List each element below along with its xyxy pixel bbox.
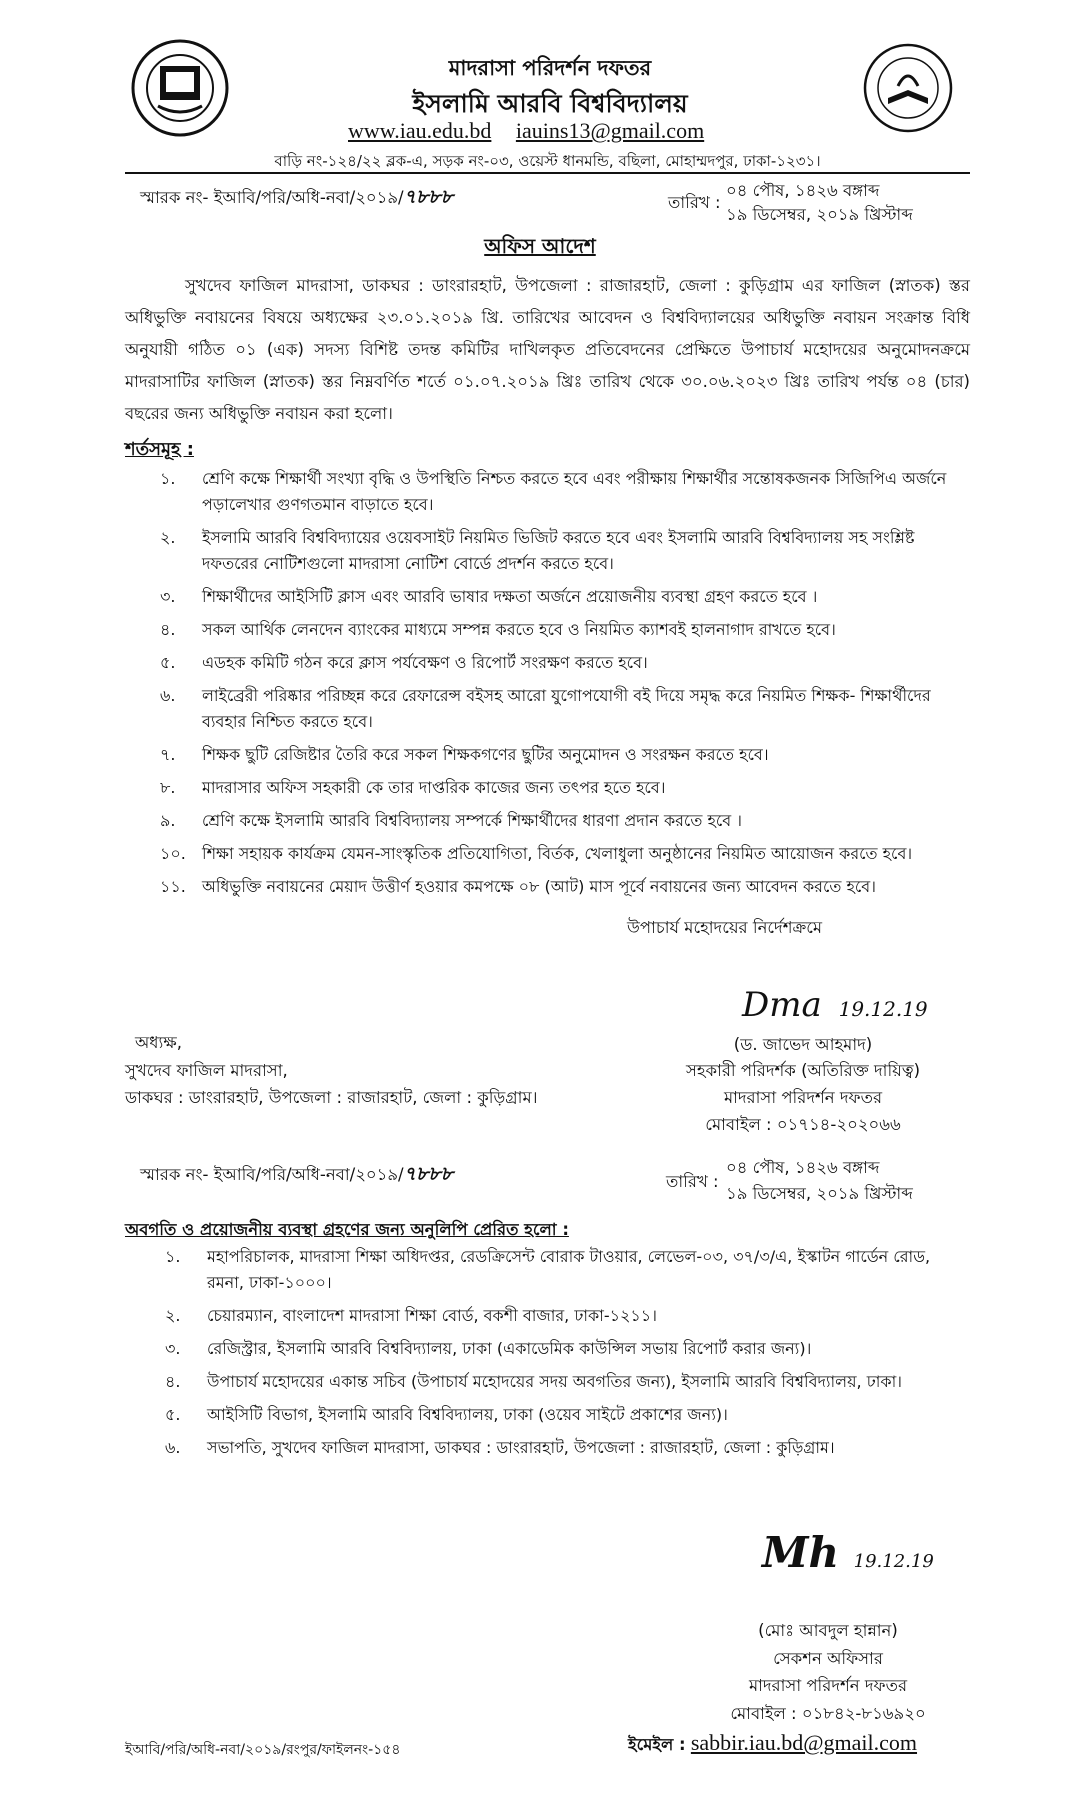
memo-2-date-label: তারিখ : [666, 1172, 719, 1191]
condition-item-number: ৬. [160, 686, 176, 705]
copy-item-text: উপাচার্য মহোদয়ের একান্ত সচিব (উপাচার্য মহোদয়ের সদয় অবগতির জন্য), ইসলামি আরবি বিশ্ববিদ্যালয়, ঢাকা। [207, 1372, 902, 1391]
conditions-list [160, 466, 970, 907]
signer-2-email-link[interactable]: sabbir.iau.bd@gmail.com [690, 1730, 918, 1755]
memo-date-label: তারিখ : [668, 193, 721, 212]
copy-item [165, 1435, 970, 1461]
condition-item-number: ৫. [160, 653, 176, 672]
footer-file-ref: ইআবি/পরি/অধি-নবা/২০১৯/রংপুর/ফাইলনং-১৫৪ [125, 1742, 401, 1758]
website-link[interactable]: www.iau.edu.bd [348, 118, 492, 143]
signer-2-office: মাদরাসা পরিদর্শন দফতর [748, 1676, 908, 1695]
condition-item [160, 525, 970, 577]
condition-item [160, 742, 970, 768]
condition-item [160, 683, 970, 735]
signer-1-mobile: মোবাইল : ০১৭১৪-২০২০৬৬ [705, 1115, 901, 1134]
memo-ref-number: ৭৮৮৮ [403, 186, 453, 208]
condition-item [160, 841, 970, 867]
condition-item-text: লাইব্রেরী পরিষ্কার পরিচ্ছন্ন করে রেফারেন্স বইসহ আরো যুগোপযোগী বই দিয়ে সমৃদ্ধ করে নিয়মিত শিক্ষক- শিক্ষার্থীদের ব্যবহার নিশ্চিত করতে হবে। [202, 686, 931, 731]
page-title: অফিস আদেশ [484, 234, 596, 258]
condition-item [160, 617, 970, 643]
condition-item-number: ৯. [160, 811, 176, 830]
copy-item-number: ১. [165, 1247, 181, 1266]
signature-1: Dma 19.12.19 [742, 985, 928, 1025]
condition-item-number: ৩. [160, 587, 176, 606]
directive-line: উপাচার্য মহোদয়ের নির্দেশক্রমে [627, 918, 823, 937]
condition-item [160, 650, 970, 676]
university-logo [130, 38, 230, 138]
copy-item-number: ২. [165, 1306, 181, 1325]
signer-2-mobile: মোবাইল : ০১৮৪২-৮১৬৯২০ [730, 1704, 926, 1723]
copy-item [165, 1336, 970, 1362]
copy-item [165, 1369, 970, 1395]
copy-item-number: ৬. [165, 1438, 181, 1457]
conditions-heading: শর্তসমূহ : [125, 439, 194, 460]
copy-item [165, 1303, 970, 1329]
address-line: বাড়ি নং-১২৪/২২ ব্লক-এ, সড়ক নং-০৩, ওয়েস্ট ধানমন্ডি, বছিলা, মোহাম্মদপুর, ঢাকা-১২৩১। [274, 152, 821, 170]
condition-item-text: শ্রেণি কক্ষে ইসলামি আরবি বিশ্ববিদ্যালয় সম্পর্কে শিক্ষার্থীদের ধারণা প্রদান করতে হবে । [202, 811, 743, 830]
copy-item-text: সভাপতি, সুখদেব ফাজিল মাদরাসা, ডাকঘর : ডাংরারহাট, উপজেলা : রাজারহাট, জেলা : কুড়িগ্রাম। [207, 1438, 835, 1457]
condition-item-text: অধিভুক্তি নবায়নের মেয়াদ উত্তীর্ণ হওয়ার কমপক্ষে ০৮ (আট) মাস পূর্বে নবায়নের জন্য আবেদন করতে হবে। [202, 877, 876, 896]
email-link[interactable]: iauins13@gmail.com [515, 118, 705, 143]
office-name: মাদরাসা পরিদর্শন দফতর [448, 56, 652, 80]
memo-date-gregorian: ১৯ ডিসেম্বর, ২০১৯ খ্রিস্টাব্দ [726, 205, 913, 224]
condition-item-text: শিক্ষার্থীদের আইসিটি ক্লাস এবং আরবি ভাষার দক্ষতা অর্জনে প্রয়োজনীয় ব্যবস্থা গ্রহণ করতে হবে । [202, 587, 818, 606]
recipient-line-1: অধ্যক্ষ, [135, 1033, 182, 1052]
memo-ref-2: স্মারক নং- ইআবি/পরি/অধি-নবা/২০১৯/৭৮৮৮ [140, 1163, 453, 1185]
memo-date-bangla: ০৪ পৌষ, ১৪২৬ বঙ্গাব্দ [726, 181, 880, 200]
signer-2-name: (মোঃ আবদুল হান্নান) [758, 1621, 898, 1640]
signer-1-title: সহকারী পরিদর্শক (অতিরিক্ত দায়িত্ব) [685, 1061, 921, 1080]
condition-item [160, 466, 970, 518]
condition-item-number: ৭. [160, 745, 176, 764]
signature-2: Mh 19.12.19 [762, 1528, 934, 1577]
condition-item-text: ইসলামি আরবি বিশ্ববিদ্যায়ের ওয়েবসাইট নিয়মিত ভিজিট করতে হবে এবং ইসলামি আরবি বিশ্ববিদ্যালয় সহ সংশ্লিষ্ট দফতরের নোটিশগুলো মাদরাসা নোটিশ বোর্ডে প্রদর্শন করতে হবে। [202, 528, 915, 573]
copy-item [165, 1402, 970, 1428]
condition-item [160, 808, 970, 834]
body-paragraph: সুখদেব ফাজিল মাদরাসা, ডাকঘর : ডাংরারহাট, উপজেলা : রাজারহাট, জেলা : কুড়িগ্রাম এর ফাজিল (স্নাতক) স্তর অধিভুক্তি নবায়নের বিষয়ে অধ্যক্ষের ২৩.০১.২০১৯ খ্রি. তারিখের আবেদন ও বিশ্ববিদ্যালয়ের অধিভুক্তি নবায়ন সংক্রান্ত বিধি অনুযায়ী গঠিত ০১ (এক) সদস্য বিশিষ্ট তদন্ত কমিটির দাখিলকৃত প্রতিবেদনের প্রেক্ষিতে উপাচার্য মহোদয়ের অনুমোদনক্রমে মাদরাসাটির ফাজিল (স্নাতক) স্তর নিম্নবর্ণিত শর্তে ০১.০৭.২০১৯ খ্রিঃ তারিখ থেকে ৩০.০৬.২০২৩ খ্রিঃ তারিখ পর্যন্ত ০৪ (চার) বছরের জন্য অধিভুক্তি নবায়ন করা হলো। [125, 276, 970, 423]
copy-item-text: রেজিস্ট্রার, ইসলামি আরবি বিশ্ববিদ্যালয়, ঢাকা (একাডেমিক কাউন্সিল সভায় রিপোর্ট করার জন্য)। [207, 1339, 812, 1358]
university-name: ইসলামি আরবি বিশ্ববিদ্যালয় [412, 89, 688, 118]
memo-ref-2-number: ৭৮৮৮ [403, 1163, 453, 1185]
copy-item-text: চেয়ারম্যান, বাংলাদেশ মাদরাসা শিক্ষা বোর্ড, বকশী বাজার, ঢাকা-১২১১। [207, 1306, 657, 1325]
signer-2-email: ইমেইল : sabbir.iau.bd@gmail.com [628, 1730, 918, 1755]
recipient-line-2: সুখদেব ফাজিল মাদরাসা, [125, 1061, 288, 1080]
condition-item-text: শ্রেণি কক্ষে শিক্ষার্থী সংখ্যা বৃদ্ধি ও উপস্থিতি নিশ্চত করতে হবে এবং পরীক্ষায় শিক্ষার্থীর সন্তোষকজনক সিজিপিএ অর্জনে পড়ালেখার গুণগতমান বাড়াতে হবে। [202, 469, 947, 514]
condition-item [160, 874, 970, 900]
condition-item [160, 775, 970, 801]
memo-2-date-gregorian: ১৯ ডিসেম্বর, ২০১৯ খ্রিস্টাব্দ [726, 1184, 913, 1203]
memo-ref: স্মারক নং- ইআবি/পরি/অধি-নবা/২০১৯/৭৮৮৮ [140, 186, 453, 208]
condition-item [160, 584, 970, 610]
copy-item [165, 1244, 970, 1296]
mujib-year-logo [862, 42, 954, 134]
signature-1-date: 19.12.19 [838, 997, 928, 1021]
condition-item-text: এডহক কমিটি গঠন করে ক্লাস পর্যবেক্ষণ ও রিপোর্ট সংরক্ষণ করতে হবে। [202, 653, 648, 672]
condition-item-text: শিক্ষক ছুটি রেজিষ্টার তৈরি করে সকল শিক্ষকগণের ছুটির অনুমোদন ও সংরক্ষন করতে হবে। [202, 745, 769, 764]
condition-item-number: ১. [160, 469, 176, 488]
condition-item-number: ৮. [160, 778, 176, 797]
copy-item-text: মহাপরিচালক, মাদরাসা শিক্ষা অধিদপ্তর, রেডক্রিসেন্ট বোরাক টাওয়ার, লেভেল-০৩, ৩৭/৩/এ, ইস্কাটন গার্ডেন রোড, রমনা, ঢাকা-১০০০। [207, 1247, 931, 1292]
contact-line [348, 118, 704, 144]
signer-2-title: সেকশন অফিসার [773, 1649, 883, 1668]
header-divider [125, 172, 970, 174]
signature-2-date: 19.12.19 [853, 1551, 934, 1572]
copy-heading: অবগতি ও প্রয়োজনীয় ব্যবস্থা গ্রহণের জন্য অনুলিপি প্রেরিত হলো : [125, 1220, 569, 1239]
copy-item-text: আইসিটি বিভাগ, ইসলামি আরবি বিশ্ববিদ্যালয়, ঢাকা (ওয়েব সাইটে প্রকাশের জন্য)। [207, 1405, 728, 1424]
condition-item-text: মাদরাসার অফিস সহকারী কে তার দাপ্তরিক কাজের জন্য তৎপর হতে হবে। [202, 778, 666, 797]
copy-item-number: ৫. [165, 1405, 181, 1424]
copy-item-number: ৪. [165, 1372, 181, 1391]
signer-1-office: মাদরাসা পরিদর্শন দফতর [723, 1088, 883, 1107]
condition-item-number: ১১. [160, 877, 186, 896]
condition-item-text: সকল আর্থিক লেনদেন ব্যাংকের মাধ্যমে সম্পন্ন করতে হবে ও নিয়মিত ক্যাশবই হালনাগাদ রাখতে হবে। [202, 620, 836, 639]
copy-item-number: ৩. [165, 1339, 181, 1358]
condition-item-number: ৪. [160, 620, 176, 639]
condition-item-number: ১০. [160, 844, 186, 863]
signer-1-name: (ড. জাভেদ আহমাদ) [733, 1035, 873, 1054]
memo-2-date-bangla: ০৪ পৌষ, ১৪২৬ বঙ্গাব্দ [726, 1158, 880, 1177]
recipient-line-3: ডাকঘর : ডাংরারহাট, উপজেলা : রাজারহাট, জেলা : কুড়িগ্রাম। [125, 1088, 538, 1107]
condition-item-text: শিক্ষা সহায়ক কার্যক্রম যেমন-সাংস্কৃতিক প্রতিযোগিতা, বির্তক, খেলাধুলা অনুষ্ঠানের নিয়মিত আয়োজন করতে হবে। [202, 844, 913, 863]
copies-list [165, 1244, 970, 1468]
condition-item-number: ২. [160, 528, 176, 547]
